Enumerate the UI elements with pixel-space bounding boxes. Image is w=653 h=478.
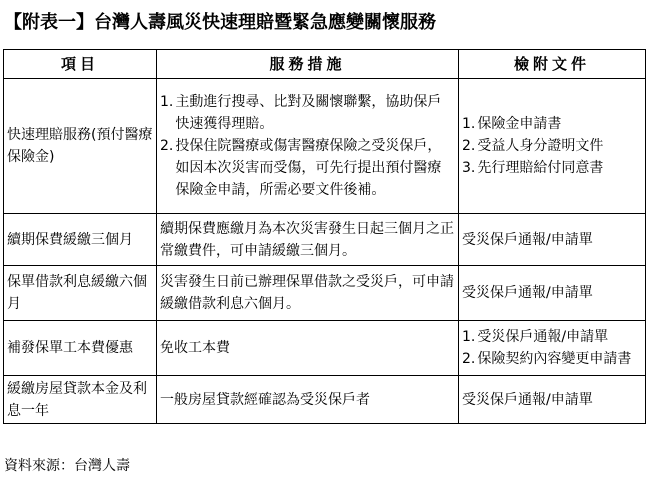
table-row [4,214,646,266]
list-item [462,135,642,157]
list-text: 受災保戶通報/申請單 [477,329,609,345]
list-item [160,91,455,135]
table-row [4,79,646,214]
list-item [462,113,642,135]
list-text: 主動進行搜尋、比對及關懷聯繫，協助保戶快速獲得理賠。 [175,94,442,132]
documents-list [462,326,642,370]
list-number: 1. [462,329,476,345]
list-number: 1. [462,116,476,132]
list-item [462,326,642,348]
item-cell: 緩繳房屋貸款本金及利息一年 [4,376,157,424]
measures-cell: 一般房屋貸款經確認為受災保戶者 [157,376,459,424]
documents-list [462,113,642,179]
list-number: 2. [160,138,174,154]
measures-cell [157,79,459,214]
list-item [462,157,642,179]
list-text: 投保住院醫療或傷害醫療保險之受災保戶，如因本次災害而受傷，可先行提出預付醫療保險金申請，所需必要文件後補。 [175,138,442,198]
list-text: 保險金申請書 [477,116,562,132]
list-number: 2. [462,138,476,154]
documents-cell: 受災保戶通報/申請單 [459,266,646,321]
table-row [4,376,646,424]
list-text: 先行理賠給付同意書 [477,160,604,176]
item-cell: 續期保費緩繳三個月 [4,214,157,266]
services-table [3,49,646,424]
item-cell: 保單借款利息緩繳六個月 [4,266,157,321]
page-title: 【附表一】台灣人壽風災快速理賠暨緊急應變關懷服務 [4,12,436,33]
documents-cell [459,321,646,376]
measures-cell: 災害發生日前已辦理保單借款之受災戶，可申請緩繳借款利息六個月。 [157,266,459,321]
list-text: 受益人身分證明文件 [477,138,604,154]
table-header-row [4,50,646,79]
table-row [4,266,646,321]
documents-cell: 受災保戶通報/申請單 [459,376,646,424]
documents-cell [459,79,646,214]
list-item [160,135,455,201]
header-measures: 服務措施 [157,50,459,79]
measures-list [160,91,455,201]
source-note: 資料來源：台灣人壽 [4,458,130,474]
item-cell: 補發保單工本費優惠 [4,321,157,376]
header-item: 項目 [4,50,157,79]
documents-cell: 受災保戶通報/申請單 [459,214,646,266]
header-documents: 檢附文件 [459,50,646,79]
item-label: 快速理賠服務(預付醫療保險金) [7,127,153,165]
measures-cell: 續期保費應繳月為本次災害發生日起三個月之正常繳費件，可申請緩繳三個月。 [157,214,459,266]
list-number: 3. [462,160,476,176]
measures-cell: 免收工本費 [157,321,459,376]
item-cell [4,79,157,214]
list-text: 保險契約內容變更申請書 [477,351,632,367]
table-row [4,321,646,376]
list-number: 1. [160,94,174,110]
list-number: 2. [462,351,476,367]
list-item [462,348,642,370]
